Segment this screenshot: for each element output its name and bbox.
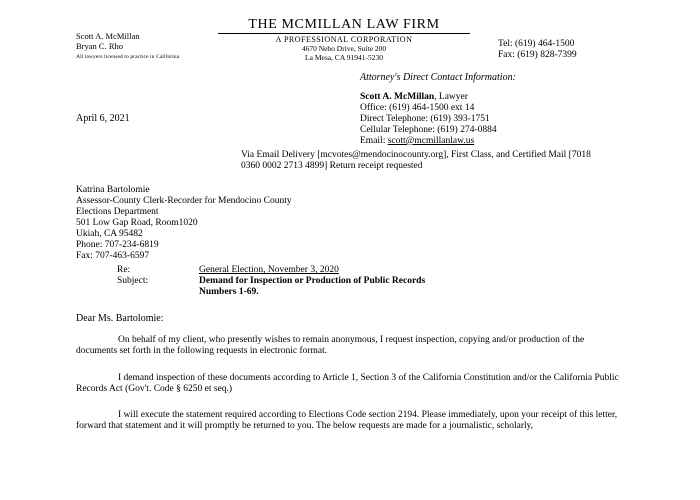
delivery-method: Via Email Delivery [mcvotes@mendocinocounty.org], First Class, and Certified Mail [7018 0360 0002 2713 4899] Return receipt requested: [241, 150, 591, 171]
recipient-line: Assessor-County Clerk-Recorder for Mendocino County: [76, 196, 292, 206]
recipient-line: Fax: 707-463-6597: [76, 251, 150, 261]
subject-line: Numbers 1-69.: [199, 287, 259, 297]
contact-email-link[interactable]: scott@mcmillanlaw.us: [387, 136, 475, 146]
contact-direct: Direct Telephone: (619) 393-1751: [360, 114, 490, 124]
body-paragraph: I will execute the statement required according to Elections Code section 2194. Please immediately, upon your receipt of this letter, forward that statement and it will promptly be returned to you. The below requests are made for a journalistic, scholarly,: [76, 410, 618, 431]
admission-note: All lawyers licensed to practice in California: [76, 54, 180, 60]
contact-cellular: Cellular Telephone: (619) 274-0884: [360, 125, 497, 135]
recipient-line: 501 Low Gap Road, Room1020: [76, 218, 198, 228]
recipient-address: [76, 185, 292, 262]
recipient-line: Katrina Bartolomie: [76, 185, 150, 195]
recipient-line: Ukiah, CA 95482: [76, 229, 143, 239]
salutation: Dear Ms. Bartolomie:: [76, 313, 164, 324]
contact-email-line: [360, 136, 497, 147]
contact-name-line: [360, 92, 497, 103]
body-paragraph: On behalf of my client, who presently wishes to remain anonymous, I request inspection, copying and/or production of the documents set forth in the following requests in electronic format.: [76, 335, 585, 356]
firm-divider: [218, 33, 470, 34]
contact-office: Office: (619) 464-1500 ext 14: [360, 103, 475, 113]
re-value: General Election, November 3, 2020: [199, 265, 339, 275]
firm-address-line: La Mesa, CA 91941-5230: [305, 53, 383, 62]
direct-contact-heading: Attorney's Direct Contact Information:: [360, 72, 516, 83]
subject-line: Demand for Inspection or Production of Public Records: [199, 276, 426, 286]
firm-name: THE MCMILLAN LAW FIRM: [248, 17, 440, 32]
re-labels: [117, 265, 148, 287]
letterhead-attorneys: [76, 31, 179, 61]
body-paragraph: I demand inspection of these documents according to Article 1, Section 3 of the California Constitution and/or the California Public Records Act (Gov't. Code § 6250 et seq.): [76, 373, 619, 394]
re-values: [199, 265, 425, 298]
direct-contact-block: [360, 92, 497, 147]
letterhead-firm: [200, 17, 488, 62]
contact-email-label: Email:: [360, 136, 388, 146]
re-label: Re:: [117, 265, 131, 275]
recipient-line: Phone: 707-234-6819: [76, 240, 159, 250]
firm-subtitle: A PROFESSIONAL CORPORATION: [275, 35, 413, 44]
firm-address-line: 4670 Nebo Drive, Suite 200: [301, 44, 387, 53]
contact-title: , Lawyer: [434, 92, 468, 102]
letter-date: April 6, 2021: [76, 113, 130, 124]
attorney-name: Scott A. McMillan: [76, 31, 140, 41]
subject-label: Subject:: [117, 276, 149, 286]
contact-name: Scott A. McMillan: [360, 92, 435, 102]
recipient-line: Elections Department: [76, 207, 159, 217]
letterhead-phones: [498, 39, 577, 61]
firm-telephone: Tel: (619) 464-1500: [498, 39, 575, 49]
attorney-name: Bryan C. Rho: [76, 41, 123, 51]
firm-fax: Fax: (619) 828-7399: [498, 50, 577, 60]
